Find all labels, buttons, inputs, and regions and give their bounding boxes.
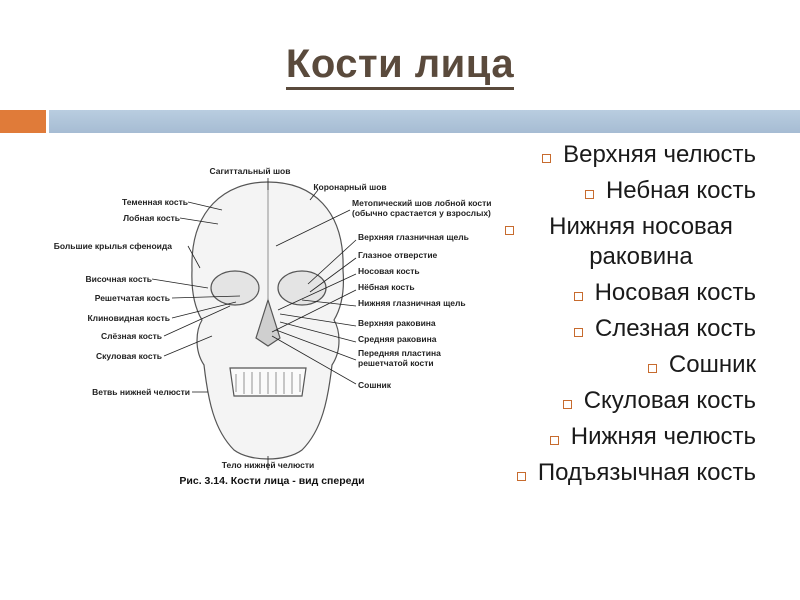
label-greater-wings-sphenoid: Большие крылья сфеноида [53,241,172,251]
list-item: Носовая кость [396,278,756,308]
label-coronal-suture: Коронарный шов [313,182,387,192]
list-item: Небная кость [396,176,756,206]
list-item: Скуловая кость [396,386,756,416]
label-zygomatic-bone: Скуловая кость [96,351,162,361]
label-lacrimal-bone: Слёзная кость [100,331,162,341]
bullet-square-icon [517,472,526,481]
bullet-square-icon [505,226,514,235]
label-superior-orbital-fissure: Верхняя глазничная щель [358,232,469,242]
label-ethmoid-bone: Решетчатая кость [94,293,170,303]
label-parietal-bone: Теменная кость [121,197,188,207]
list-item: Нижняя носовая раковина [396,212,756,272]
bullet-square-icon [648,364,657,373]
label-metopic-suture: Метопический шов лобной кости [352,198,492,208]
bullet-square-icon [585,190,594,199]
bullet-square-icon [550,436,559,445]
list-item: Сошник [396,350,756,380]
list-item: Слезная кость [396,314,756,344]
label-inferior-orbital-fissure: Нижняя глазничная щель [358,298,466,308]
accent-bar-orange [0,110,46,133]
bullet-square-icon [542,154,551,163]
label-superior-concha: Верхняя раковина [358,318,436,328]
label-sphenoid-bone: Клиновидная кость [87,313,170,323]
list-item: Подъязычная кость [396,458,756,488]
bullet-square-icon [574,292,583,301]
bullet-list [396,140,756,494]
accent-bar-blue [49,110,800,133]
label-frontal-bone: Лобная кость [123,213,180,223]
label-palatine-bone: Нёбная кость [358,282,415,292]
label-perpendicular-plate: Передняя пластина [358,348,441,358]
list-item: Нижняя челюсть [396,422,756,452]
label-nasal-bone: Носовая кость [358,266,420,276]
label-temporal-bone: Височная кость [85,274,152,284]
label-mandible-body: Тело нижней челюсти [221,460,315,470]
list-item: Верхняя челюсть [396,140,756,170]
page-title [0,42,800,87]
label-mandible-ramus: Ветвь нижней челюсти [92,387,190,397]
label-vomer: Сошник [358,380,392,390]
bullet-square-icon [574,328,583,337]
figure-caption: Рис. 3.14. Кости лица - вид спереди [179,475,365,487]
label-perpendicular-plate-2: решетчатой кости [358,358,434,368]
label-middle-concha: Средняя раковина [358,334,437,344]
bullet-square-icon [563,400,572,409]
label-optic-foramen: Глазное отверстие [358,250,438,260]
label-metopic-suture-note: (обычно срастается у взрослых) [352,208,491,218]
page-title-text: Кости лица [286,42,514,90]
label-sagittal-suture: Сагиттальный шов [209,166,291,176]
